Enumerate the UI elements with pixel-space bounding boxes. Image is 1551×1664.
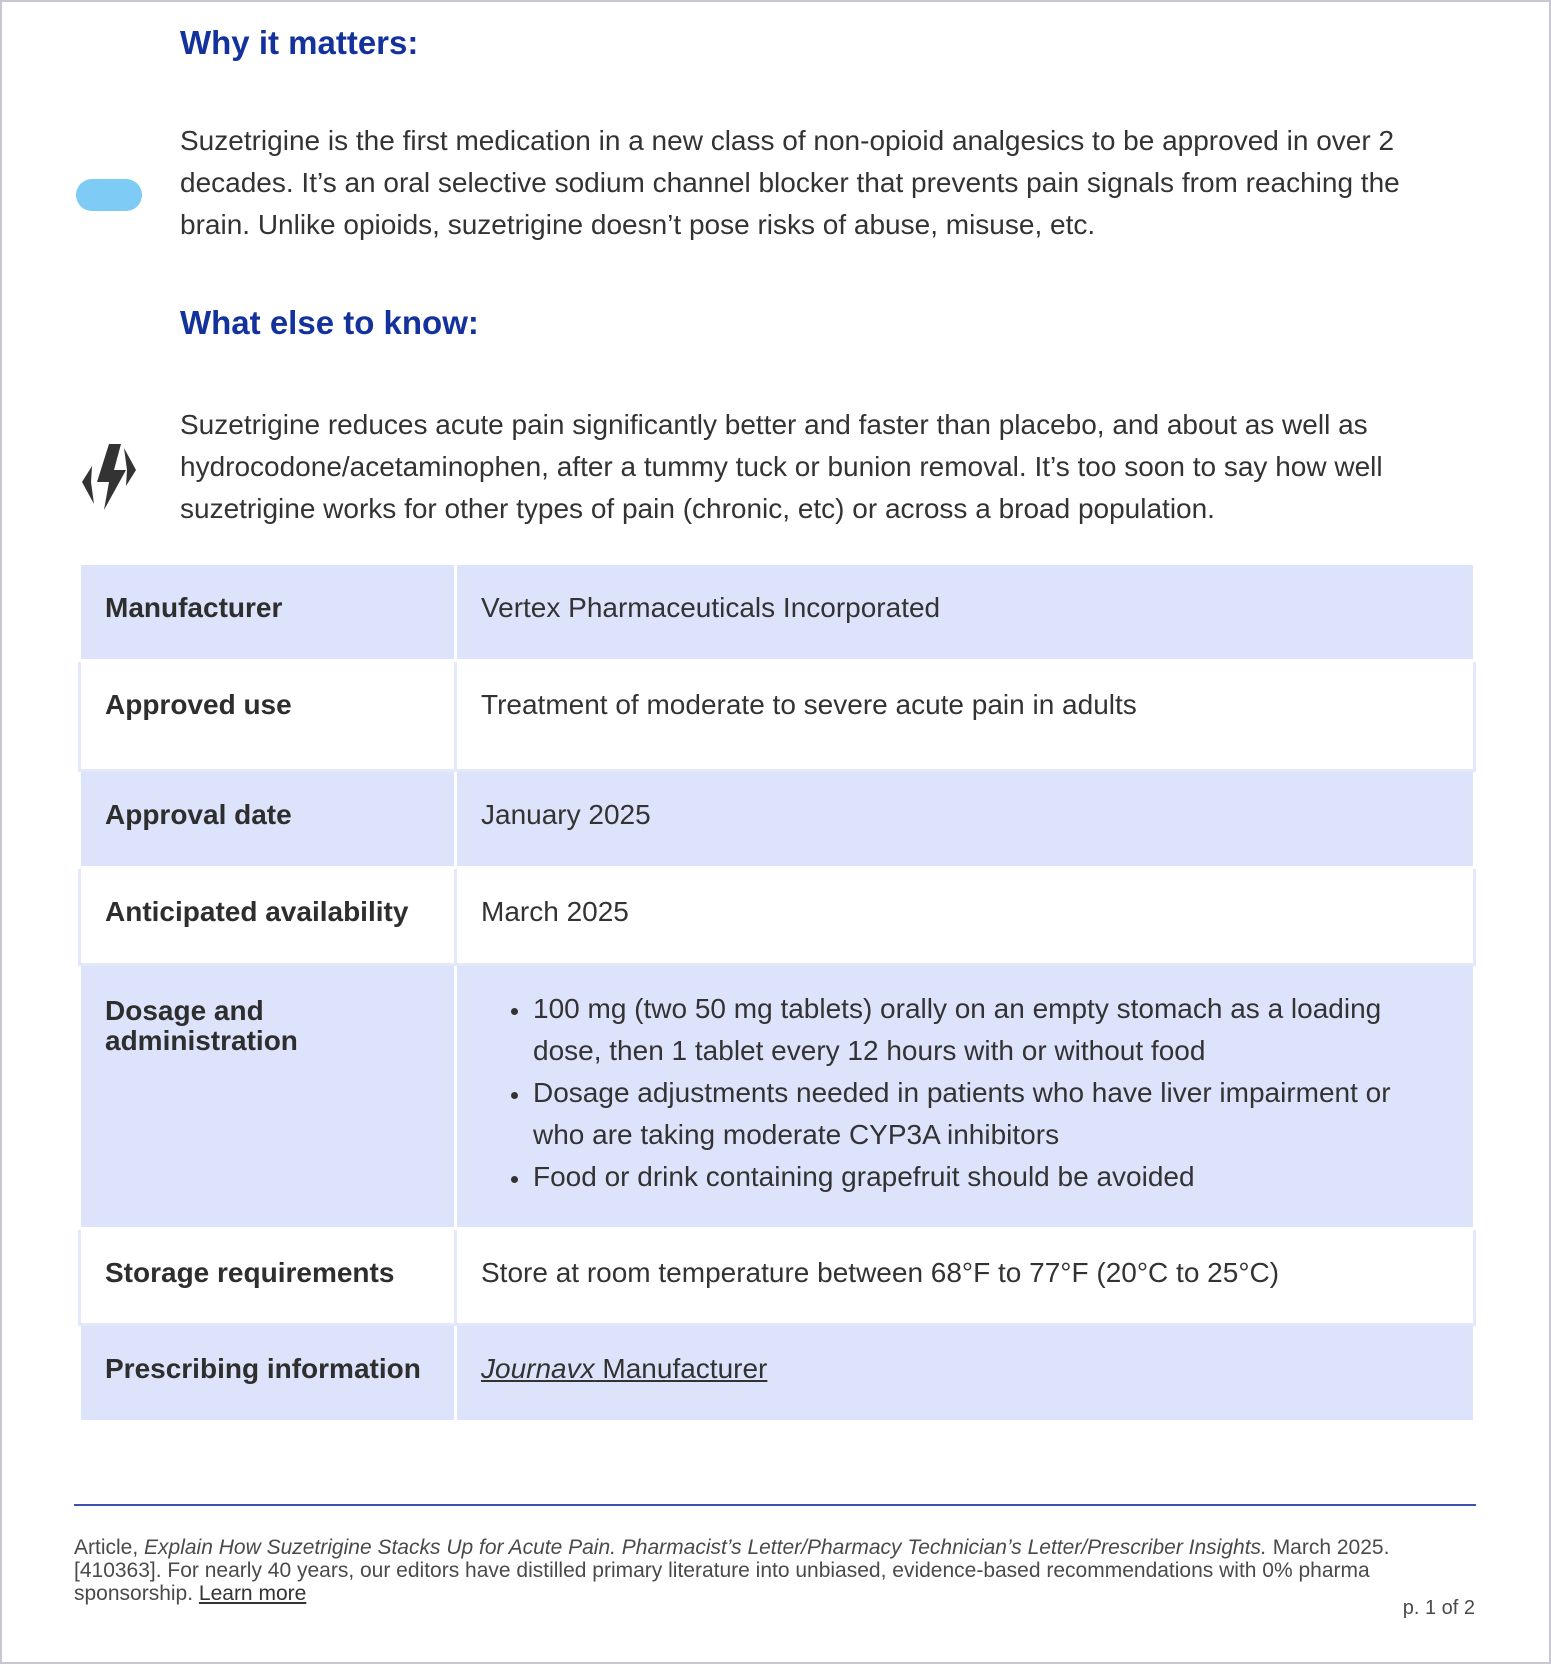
table-row-availability xyxy=(80,868,1475,965)
prescribing-value xyxy=(456,1325,1475,1422)
learn-more-link[interactable]: Learn more xyxy=(198,1582,307,1605)
dosage-label-line2: administration xyxy=(105,1025,298,1056)
dosage-list-item: • Dosage adjustments needed in patients who have liver impairment or who are taking moderate CYP3A inhibitors xyxy=(531,1072,1449,1156)
approval-date-label: Approval date xyxy=(80,771,456,868)
approved-use-value: Treatment of moderate to severe acute pain in adults xyxy=(456,661,1475,771)
lightning-bolt-icon xyxy=(76,442,142,510)
why-it-matters-text: Suzetrigine is the first medication in a new class of non-opioid analgesics to be approved in over 2 decades. It’s an oral selective sodium channel blocker that prevents pain signals from reaching the brain. Unlike opioids, suzetrigine doesn’t pose risks of abuse, misuse, etc. xyxy=(180,125,1400,240)
availability-value: March 2025 xyxy=(456,868,1475,965)
footer-body: March 2025. [410363]. For nearly 40 years, our editors have distilled primary literature into unbiased, evidence-based recommendations with 0% pharma sponsorship. xyxy=(74,1536,1390,1605)
what-else-text: Suzetrigine reduces acute pain significantly better and faster than placebo, and about as well as hydrocodone/acetaminophen, after a tummy tuck or bunion removal. It’s too soon to say how well suzetrigine works for other types of pain (chronic, etc) or across a broad population. xyxy=(180,409,1383,524)
dosage-label xyxy=(80,965,456,1229)
footer-article-title: Explain How Suzetrigine Stacks Up for Acute Pain. Pharmacist’s Letter/Pharmacy Technician’s Letter/Prescriber Insights. xyxy=(144,1536,1267,1559)
pill-icon xyxy=(76,179,142,211)
dosage-value xyxy=(456,965,1475,1229)
table-row-approval-date xyxy=(80,771,1475,868)
manufacturer-value: Vertex Pharmaceuticals Incorporated xyxy=(456,564,1475,661)
prescribing-label: Prescribing information xyxy=(80,1325,456,1422)
dosage-label-line1: Dosage and xyxy=(105,995,264,1026)
footer-prefix: Article, xyxy=(74,1536,145,1559)
storage-label: Storage requirements xyxy=(80,1229,456,1325)
table-row-prescribing xyxy=(80,1325,1475,1422)
dosage-list-item: • Food or drink containing grapefruit should be avoided xyxy=(531,1156,1449,1198)
page-number: p. 1 of 2 xyxy=(1402,1597,1475,1619)
approved-use-label: Approved use xyxy=(80,661,456,771)
footer-divider xyxy=(74,1504,1476,1506)
table-row-storage xyxy=(80,1229,1475,1325)
availability-label: Anticipated availability xyxy=(80,868,456,965)
footer-citation xyxy=(74,1536,1474,1605)
manufacturer-link[interactable]: Manufacturer xyxy=(594,1353,768,1384)
dosage-list-item: • 100 mg (two 50 mg tablets) orally on an empty stomach as a loading dose, then 1 tablet every 12 hours with or without food xyxy=(531,988,1449,1072)
table-row-dosage xyxy=(80,965,1475,1229)
why-it-matters-heading: Why it matters: xyxy=(180,24,419,61)
storage-value: Store at room temperature between 68°F to 77°F (20°C to 25°C) xyxy=(456,1229,1475,1325)
dosage-list xyxy=(481,988,1449,1198)
prescribing-info-link[interactable]: Journavx xyxy=(481,1353,595,1384)
approval-date-value: January 2025 xyxy=(456,771,1475,868)
what-else-heading: What else to know: xyxy=(180,304,479,341)
drug-info-table xyxy=(78,562,1476,1423)
manufacturer-label: Manufacturer xyxy=(80,564,456,661)
table-row-manufacturer xyxy=(80,564,1475,661)
table-row-approved-use xyxy=(80,661,1475,771)
